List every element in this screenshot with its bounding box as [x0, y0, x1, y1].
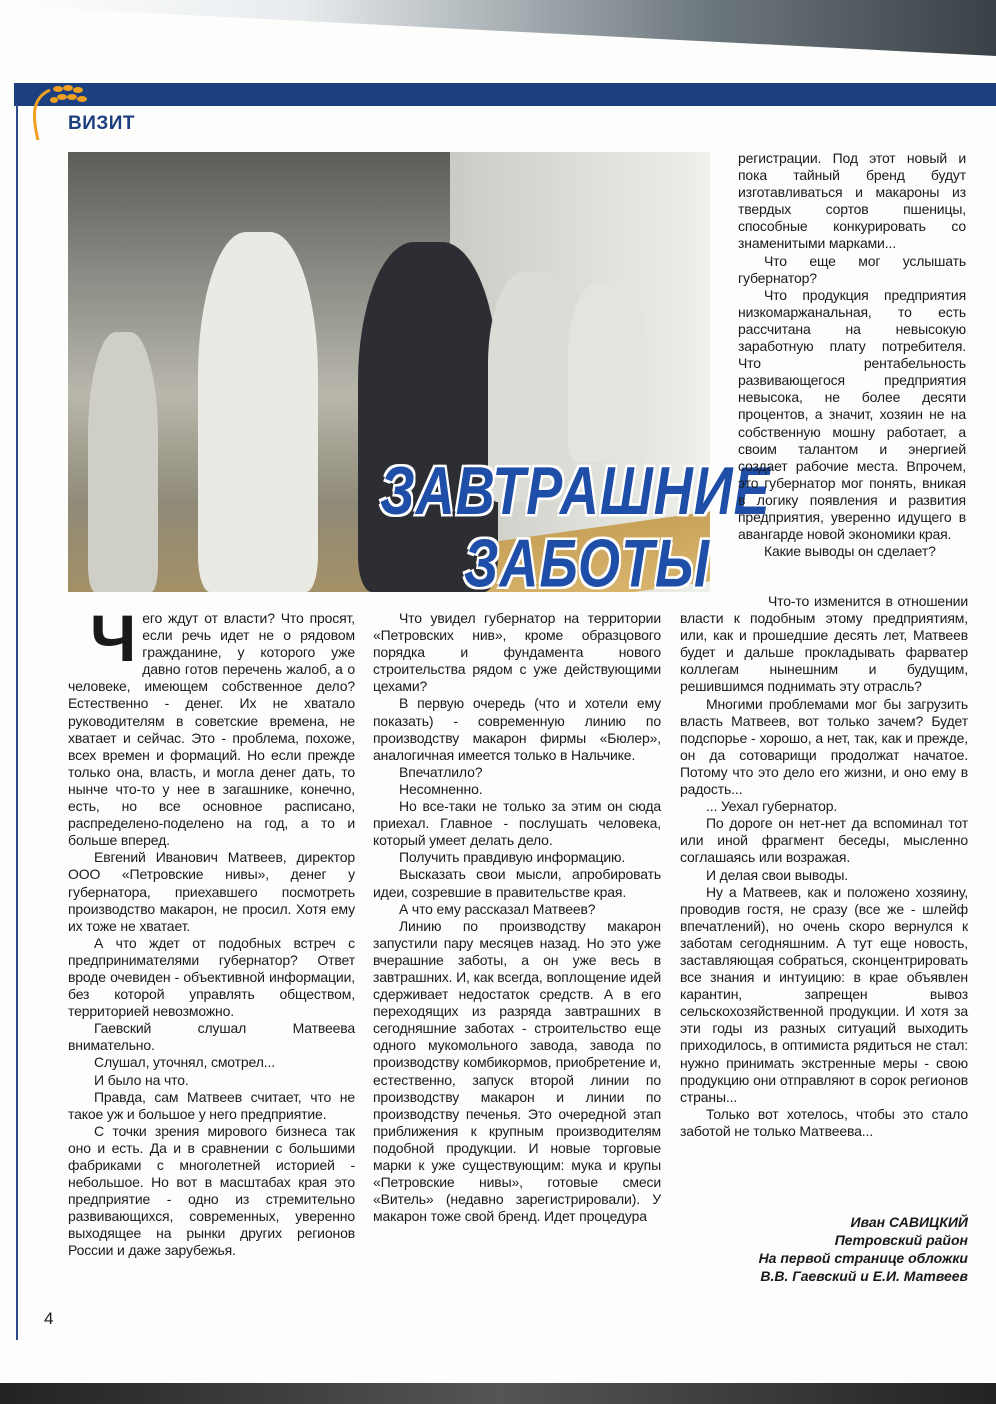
paragraph: Что продукция предприятия низкомаржанальная, то есть рассчитана на невысокую заработную плату потребителя. Что рентабельность развивающегося предприятия невысока, не более десяти процентов, а значит, хозяин не на собственную мошну работает, а своим талантом и энергией создает рабочие места. Впрочем, это губернатор мог понять, вникая в логику появления и развития предприятия, уверенно идущего в авангарде новой экономики края.	[738, 286, 966, 543]
article-headline	[380, 453, 771, 602]
margin-rule	[16, 104, 18, 1340]
cover-note: На первой странице обложки	[758, 1250, 968, 1266]
paragraph: С точки зрения мирового бизнеса так оно и есть. Да и в сравнении с большими фабриками с многолетней историей - небольшое. Но вот в масштабах края это предприятие - одно из стремительно развивающихся, современных, уверенно выходящее на рынки других регионов России и даже зарубежья.	[68, 1122, 355, 1259]
paragraph: Линию по производству макарон запустили пару месяцев назад. Но это уже вчерашние заботы, а он уже весь в завтрашних. И, как всегда, воплощение идей сдерживает недостаток средств. А в его переходящих из разряда завтрашних в сегодняшние заботах - строительство еще одного мукомольного завода, завода по производству комбикормов, приобретение и, естественно, запуск второй линии по производству макарон и линии по производству печенья. Это очередной этап приближения к крупным производителям подобной продукции. И новые торговые марки к уже существующим: мука и крупы «Петровские нивы», готовые смеси «Витель» (недавно зарегистрировали). У макарон тоже свой бренд. Идет процедура	[373, 917, 661, 1225]
photo-person	[198, 232, 318, 592]
paragraph: Слушал, уточнял, смотрел...	[94, 1054, 275, 1071]
paragraph: Впечатлило?	[399, 763, 483, 780]
paragraph: Но все-таки не только за этим он сюда приехал. Главное - послушать человека, который умеет делать дело.	[373, 798, 661, 849]
paragraph: регистрации. Под этот новый и пока тайный бренд будут изготавливаться и макароны из твердых сортов пшеницы, способные конкурировать со знаменитыми марками...	[738, 150, 966, 252]
paragraph: Что-то изменится в отношении власти к подобным этому предприятиям, или, как и прошедшие десять лет, Матвеев будет и дальше прокладывать фарватер коллегам нынешним и будущим, решившимся поднимать эту отрасль?	[680, 593, 968, 695]
author-name: Иван САВИЦКИЙ	[850, 1214, 968, 1230]
paragraph: ... Уехал губернатор.	[706, 798, 838, 815]
paragraph: Многими проблемами мог бы загрузить власть Матвеев, вот только зачем? Будет подспорье - хорошо, а нет, так, как и прежде, он да сотоварищи продолжат начатое. Потому что это дело его жизни, и оно ему в радость...	[680, 695, 968, 798]
paragraph: А что ждет от подобных встреч с предпринимателями губернатор? Ответ вроде очевиден - объективной информации, без которой управлять обществом, территорией невозможно.	[68, 934, 355, 1020]
paragraph: Ну а Матвеев, как и положено хозяину, проводив гостя, не сразу (все же - шлейф впечатлений), но очень скоро вернулся к заботам сегодняшним. А тут еще новость, заставляющая собраться, сконцентрировать все знания и интуицию: в крае объявлен карантин, запрещен вывоз сельскохозяйственной продукции. И хотя за эти годы из разных ситуаций выходить приходилось, в оптимиста рядиться не стал: нужно принимать экстренные меры - свою продукцию они отправляют в сорок регионов страны...	[680, 883, 968, 1105]
paragraph: Правда, сам Матвеев считает, что не такое уж и большое у него предприятие.	[68, 1088, 355, 1122]
paragraph: Гаевский слушал Матвеева внимательно.	[68, 1020, 355, 1054]
paragraph: Несомненно.	[399, 780, 483, 797]
column-right-top	[738, 150, 966, 560]
headline-line-2: ЗАБОТЫ	[463, 526, 710, 602]
paragraph: И было на что.	[94, 1071, 189, 1088]
paragraph	[68, 601, 355, 849]
headline-line-1: ЗАВТРАШНИЕ	[380, 453, 771, 529]
drop-cap: Ч	[90, 601, 137, 675]
column-2	[373, 610, 661, 1225]
paragraph-text: его ждут от власти? Что просят, если речь идет не о рядовом гражданине, у которого уже давно готов перечень жалоб, а о человеке, имеющем собственное дело? Естественно - денег. Их не хватало руководителям в советские времена, не хватает и сейчас. Это - проблема, похоже, всех времен и формаций. Но если прежде только она, власть, и могла денег дать, то нынче что-то у нее в загашнике, конечно, есть, но все основное расписано, распределено-поделено на год, а то и больше вперед.	[68, 610, 355, 849]
paragraph: Только вот хотелось, чтобы это стало заботой не только Матвеева...	[680, 1105, 968, 1139]
column-3	[680, 593, 968, 1140]
paragraph: Какие выводы он сделает?	[764, 543, 936, 560]
paragraph: Что еще мог услышать губернатор?	[738, 252, 966, 286]
scan-edge	[0, 1383, 996, 1404]
header-band	[14, 83, 996, 106]
byline	[690, 1213, 968, 1285]
author-district: Петровский район	[834, 1232, 968, 1248]
scan-shadow	[0, 0, 996, 56]
paragraph: Что увидел губернатор на территории «Петровских нив», кроме образцового порядка и фундамента нового строительства рядом с уже действующими цехами?	[373, 610, 661, 695]
section-label: ВИЗИТ	[68, 113, 136, 134]
paragraph: Получить правдивую информацию.	[399, 849, 626, 866]
paragraph: А что ему рассказал Матвеев?	[399, 900, 596, 917]
paragraph: Евгений Иванович Матвеев, директор ООО «Петровские нивы», денег у губернатора, приехавшего посмотреть производство макарон, не просил. Хотя ему их тоже не хватает.	[68, 849, 355, 934]
cover-people: В.В. Гаевский и Е.И. Матвеев	[760, 1268, 968, 1284]
page-number: 4	[44, 1309, 54, 1328]
paragraph: По дороге он нет-нет да вспоминал тот или иной фрагмент беседы, мысленно соглашаясь или возражая.	[680, 815, 968, 866]
paragraph: И делая свои выводы.	[706, 866, 849, 883]
photo-person	[88, 332, 158, 592]
column-1	[68, 601, 355, 1260]
paragraph: В первую очередь (что и хотели ему показать) - современную линию по производству макарон фирмы «Бюлер», аналогичная имеется только в Нальчике.	[373, 695, 661, 763]
paragraph: Высказать свои мысли, апробировать идеи, созревшие в правительстве края.	[373, 866, 661, 900]
photo-person	[568, 282, 648, 462]
